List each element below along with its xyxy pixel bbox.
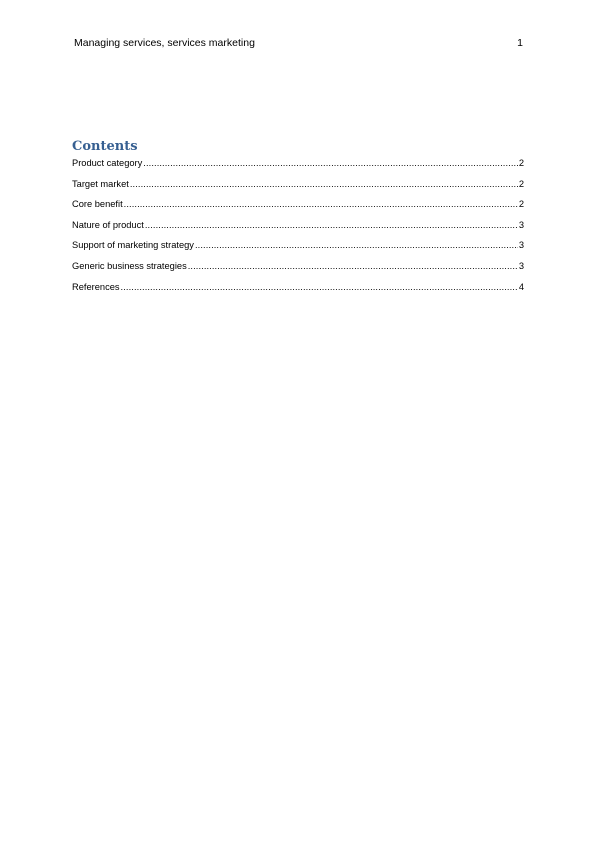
toc-dot-leader xyxy=(145,218,518,232)
toc-entry-text: Core benefit xyxy=(72,199,123,210)
toc-entry-product-category[interactable] xyxy=(72,156,524,177)
toc-dot-leader xyxy=(130,177,518,191)
toc-entry-page: 4 xyxy=(518,281,524,292)
toc-dot-leader xyxy=(121,280,518,294)
toc-heading: Contents xyxy=(72,139,138,154)
header-title: Managing services, services marketing xyxy=(74,37,255,49)
toc-entry-page: 3 xyxy=(518,219,524,230)
toc-entry-text: Generic business strategies xyxy=(72,260,187,271)
toc-entry-text: Target market xyxy=(72,178,129,189)
toc-entry-nature-of-product[interactable] xyxy=(72,218,524,239)
toc-entry-page: 2 xyxy=(518,199,524,210)
toc-entry-page: 3 xyxy=(518,260,524,271)
running-header xyxy=(72,36,524,50)
toc-dot-leader xyxy=(188,259,518,273)
toc-entry-references[interactable] xyxy=(72,280,524,301)
header-page-number: 1 xyxy=(517,37,523,49)
toc-entry-core-benefit[interactable] xyxy=(72,197,524,218)
toc-entry-text: References xyxy=(72,281,120,292)
toc-dot-leader xyxy=(124,197,518,211)
toc-entry-text: Product category xyxy=(72,158,143,168)
toc-dot-leader xyxy=(143,156,518,170)
toc-entry-target-market[interactable] xyxy=(72,177,524,198)
table-of-contents xyxy=(72,156,524,300)
toc-dot-leader xyxy=(195,238,518,252)
toc-entry-support-of-marketing-strategy[interactable] xyxy=(72,238,524,259)
toc-entry-text: Support of marketing strategy xyxy=(72,240,194,251)
toc-entry-text: Nature of product xyxy=(72,219,144,230)
toc-entry-page: 2 xyxy=(518,178,524,189)
toc-entry-page: 3 xyxy=(518,240,524,251)
toc-entry-page: 2 xyxy=(518,158,524,168)
toc-entry-generic-business-strategies[interactable] xyxy=(72,259,524,280)
